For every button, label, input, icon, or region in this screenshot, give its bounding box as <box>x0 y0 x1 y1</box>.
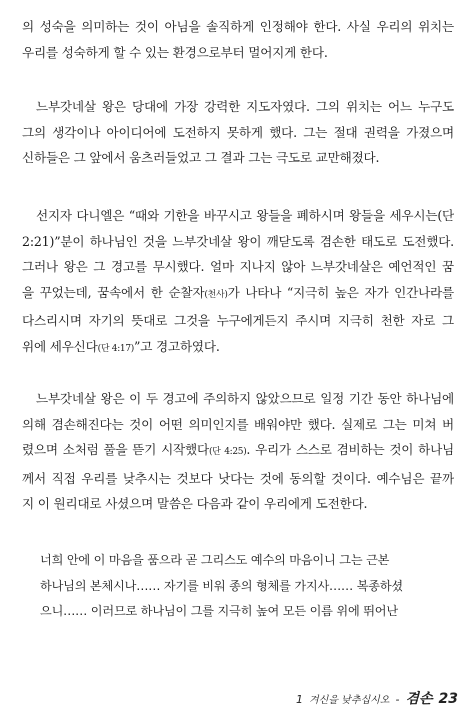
scripture-quote <box>40 548 432 625</box>
chapter-number: 1 <box>296 693 303 706</box>
quote-line: 너희 안에 이 마음을 품으라 곧 그리스도 예수의 마음이니 그는 근본 <box>40 553 390 567</box>
text-line: 의해 겸손해진다는 것이 어떤 의미인지를 배워야만 했다. 실제로 그는 미쳐 버 <box>22 416 454 432</box>
page-number: 23 <box>438 691 458 707</box>
text-line: 다스리시며 자기의 뜻대로 그것을 누구에게든지 주시며 지극히 천한 자로 그 <box>22 313 454 329</box>
running-footer <box>296 688 458 708</box>
paragraph-1 <box>22 14 454 65</box>
text-line: 느부갓네살 왕은 이 두 경고에 주의하지 않았으므로 일정 기간 동안 하나님에 <box>36 391 454 406</box>
text-line: 선지자 다니엘은 “때와 기한을 바꾸시고 왕들을 폐하시며 왕들을 세우시는(단 <box>36 208 454 223</box>
paragraph-2 <box>22 94 454 171</box>
text-line: 느부갓네살 왕은 당대에 가장 강력한 지도자였다. 그의 위치는 어느 누구도 <box>36 99 454 114</box>
text-line: 우리를 성숙하게 할 수 있는 환경으로부터 멀어지게 한다. <box>22 44 328 60</box>
text-line: 의 성숙을 의미하는 것이 아님을 솔직하게 인정해야 한다. 사실 우리의 위치는 <box>22 19 454 34</box>
reference-note: (단 4:17) <box>97 343 134 354</box>
text-line: 을 꾸었는데, 꿈속에서 한 순찰자(천사)가 나타나 “지극히 높은 자가 인간나라를 <box>22 284 454 300</box>
reference-note: (단 4:25) <box>208 447 247 458</box>
chapter-title: 겨신을 낮추십시오 <box>309 695 390 706</box>
text-line: 2:21)”분이 하나님인 것을 느부갓네살 왕이 깨닫도록 겸손한 태도로 도전했다. <box>22 233 454 249</box>
quote-line: 하나님의 본체시나…… 자기를 비워 종의 형체를 가지사…… 복종하셨 <box>40 578 403 593</box>
footer-dash: - <box>395 693 400 706</box>
text-line: 위에 세우신다(단 4:17)”고 경고하였다. <box>22 338 220 354</box>
text-line: 그러나 왕은 그 경고를 무시했다. 얼마 지나지 않아 느부갓네살은 예언적인 꿈 <box>22 259 454 275</box>
text-line: 신하들은 그 앞에서 움츠러들었고 그 결과 그는 극도로 교만해졌다. <box>22 150 380 166</box>
section-title: 겸손 <box>405 691 433 707</box>
text-line: 지 이 원리대로 사셨으며 말씀은 다음과 같이 우리에게 도전한다. <box>22 496 368 512</box>
paragraph-4 <box>22 386 454 517</box>
text-line: 께서 직접 우리를 낮추시는 것보다 낫다는 것에 동의할 것이다. 예수님은 끝까 <box>22 470 454 486</box>
text-line: 그의 생각이나 아이디어에 도전하지 못하게 했다. 그는 절대 권력을 가졌으며 <box>22 124 454 140</box>
quote-line: 으니…… 이러므로 하나님이 그를 지극히 높여 모든 이름 위에 뛰어난 <box>40 604 398 618</box>
paragraph-3 <box>22 203 454 363</box>
reference-note: (천사) <box>204 289 228 300</box>
text-line: 렸으며 소처럼 풀을 뜯기 시작했다(단 4:25). 우리가 스스로 겸비하는 것이 하나님 <box>22 442 454 458</box>
